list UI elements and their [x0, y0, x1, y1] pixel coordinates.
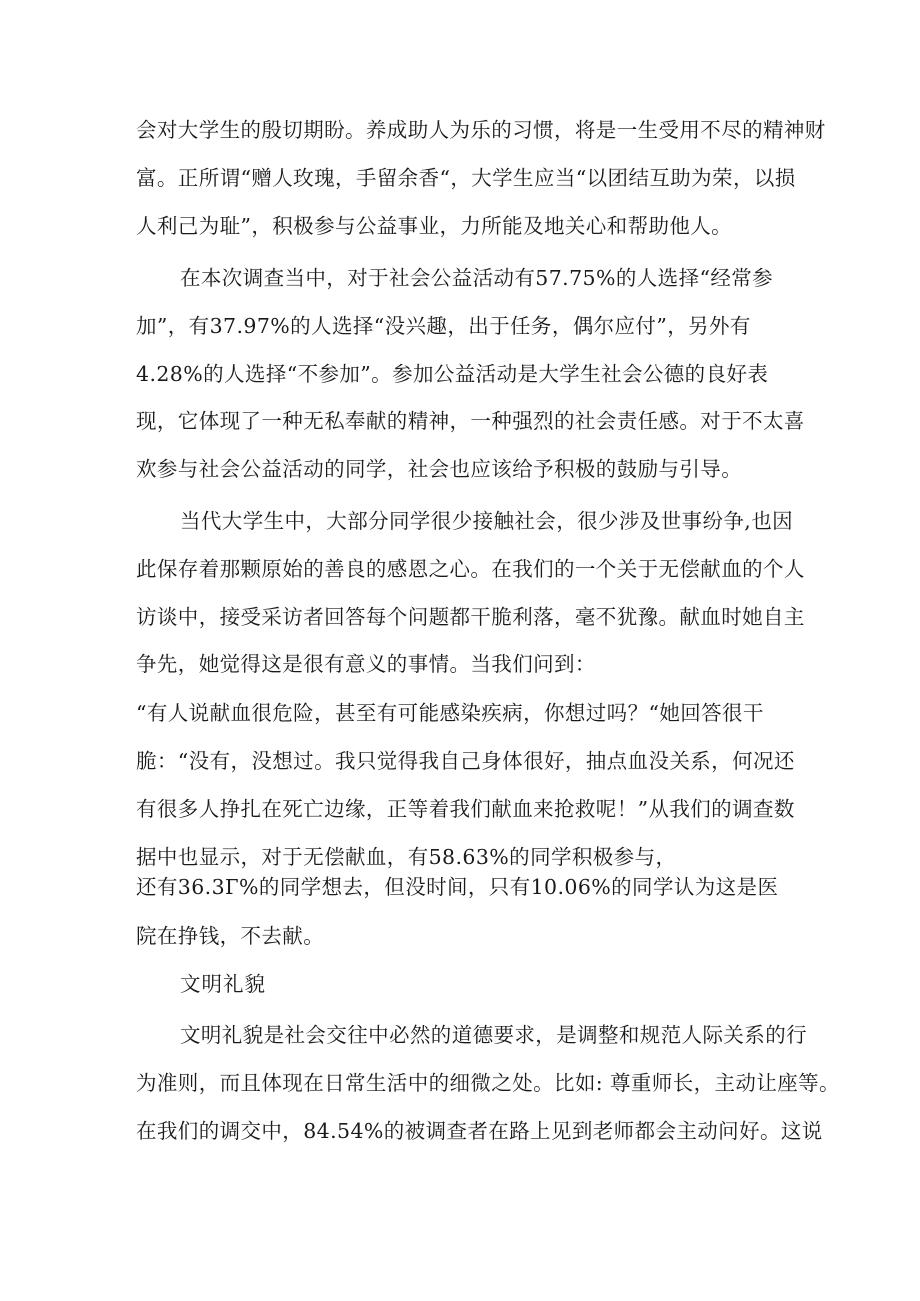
text-line: 富。正所谓“赠人玫瑰，手留余香“，大学生应当“以团结互助为荣，以损: [136, 166, 796, 190]
text-line: “有人说献血很危险，甚至有可能感染疾病，你想过吗？“她回答很干: [136, 701, 764, 725]
text-line: 访谈中，接受采访者回答每个问题都干脆利落，毫不犹豫。献血时她自主: [136, 605, 805, 629]
text-line: 脆：“没有，没想过。我只觉得我自己身体很好，抽点血没关系，何况还: [136, 749, 795, 773]
text-line: 在我们的调交中，84.54%的被调查者在路上见到老师都会主动问好。这说: [136, 1119, 823, 1143]
section-heading: 文明礼貌: [180, 972, 266, 996]
text-line: 会对大学生的殷切期盼。养成助人为乐的习惯，将是一生受用不尽的精神财: [136, 118, 826, 142]
text-line: 为准则，而且体现在日常生活中的细微之处。比如: 尊重师长，主动让座等。: [136, 1071, 840, 1095]
text-line: 有很多人挣扎在死亡边缘，正等着我们献血来抢救呢！”从我们的调查数: [136, 797, 795, 821]
paragraph-start-line: 文明礼貌是社会交往中必然的道德要求，是调整和规范人际关系的行: [180, 1023, 807, 1047]
paragraph-start-line: 当代大学生中，大部分同学很少接触社会，很少涉及世事纷争,也因: [180, 509, 794, 533]
text-line: 据中也显示，对于无偿献血，有58.63%的同学积极参与，: [136, 845, 677, 869]
text-line: 还有36.3Г%的同学想去，但没时间，只有10.06%的同学认为这是医: [136, 875, 779, 899]
text-line: 院在挣钱，不去献。: [136, 924, 325, 948]
paragraph-start-line: 在本次调查当中，对于社会公益活动有57.75%的人选择“经常参: [180, 266, 774, 290]
text-line: 此保存着那颗原始的善良的感恩之心。在我们的一个关于无偿献血的个人: [136, 557, 805, 581]
text-line: 加”，有37.97%的人选择“没兴趣，出于任务，偶尔应付”，另外有: [136, 314, 751, 338]
text-line: 争先，她觉得这是很有意义的事情。当我们问到：: [136, 652, 596, 676]
text-line: 4.28%的人选择“不参加”。参加公益活动是大学生社会公德的良好表: [136, 362, 769, 386]
text-line: 现，它体现了一种无私奉献的精神，一种强烈的社会责任感。对于不太喜: [136, 409, 805, 433]
text-line: 欢参与社会公益活动的同学，社会也应该给予积极的鼓励与引导。: [136, 457, 743, 481]
text-line: 人利己为耻”，积极参与公益事业，力所能及地关心和帮助他人。: [136, 214, 733, 238]
